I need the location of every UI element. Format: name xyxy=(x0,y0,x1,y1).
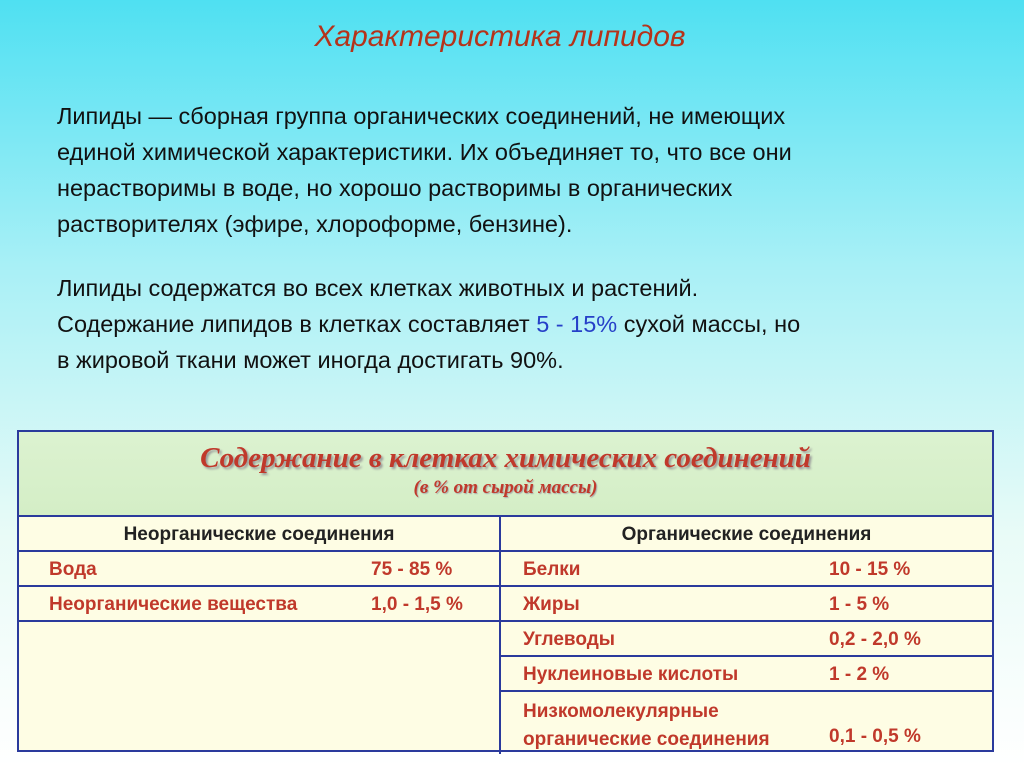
paragraph-line: единой химической характеристики. Их объединяет то, что все они xyxy=(57,139,792,165)
compound-name: Вода xyxy=(49,559,97,580)
paragraph-text: сухой массы, но xyxy=(617,311,801,337)
table-row xyxy=(19,552,499,587)
name-line: органические соединения xyxy=(523,729,770,750)
slide-title: Характеристика липидов xyxy=(314,20,686,53)
paragraph-line: Липиды содержатся во всех клетках животных и растений. xyxy=(57,275,699,301)
lipids-content-paragraph xyxy=(57,270,967,378)
table-subtitle: (в % от сырой массы) xyxy=(413,477,598,498)
paragraph-text: Содержание липидов в клетках составляет xyxy=(57,311,537,337)
compound-value: 0,2 - 2,0 % xyxy=(829,629,921,650)
table-title: Содержание в клетках химических соединений xyxy=(200,442,811,474)
paragraph-line xyxy=(57,306,967,342)
compound-name: Белки xyxy=(523,559,581,580)
table-row xyxy=(501,552,992,587)
lipids-definition-paragraph xyxy=(57,98,967,242)
table-row xyxy=(501,692,992,759)
compound-value: 1 - 5 % xyxy=(829,594,890,615)
chemical-composition-table xyxy=(17,430,994,752)
compound-value: 0,1 - 0,5 % xyxy=(829,726,921,747)
table-row xyxy=(501,622,992,657)
compound-value: 1,0 - 1,5 % xyxy=(371,594,463,615)
compound-name: Нуклеиновые кислоты xyxy=(523,664,739,685)
compound-value: 75 - 85 % xyxy=(371,559,453,580)
table-row xyxy=(501,587,992,622)
inorganic-column-header: Неорганические соединения xyxy=(19,517,499,552)
compound-name: Углеводы xyxy=(523,629,615,650)
compound-value: 10 - 15 % xyxy=(829,559,911,580)
paragraph-line: растворителях (эфире, хлороформе, бензине). xyxy=(57,211,573,237)
highlight-percent: 5 - 15% xyxy=(536,311,618,337)
organic-column-header: Органические соединения xyxy=(501,517,992,552)
paragraph-line: Липиды — сборная группа органических соединений, не имеющих xyxy=(57,103,786,129)
table-row xyxy=(501,657,992,692)
compound-name: Жиры xyxy=(523,594,580,615)
table-header xyxy=(19,432,992,517)
compound-value: 1 - 2 % xyxy=(829,664,890,685)
name-line: Низкомолекулярные xyxy=(523,701,719,722)
paragraph-line: в жировой ткани может иногда достигать 90%. xyxy=(57,347,564,373)
table-row xyxy=(19,587,499,622)
compound-name: Неорганические вещества xyxy=(49,594,298,615)
paragraph-line: нерастворимы в воде, но хорошо растворимы в органических xyxy=(57,175,733,201)
compound-name xyxy=(523,698,770,754)
